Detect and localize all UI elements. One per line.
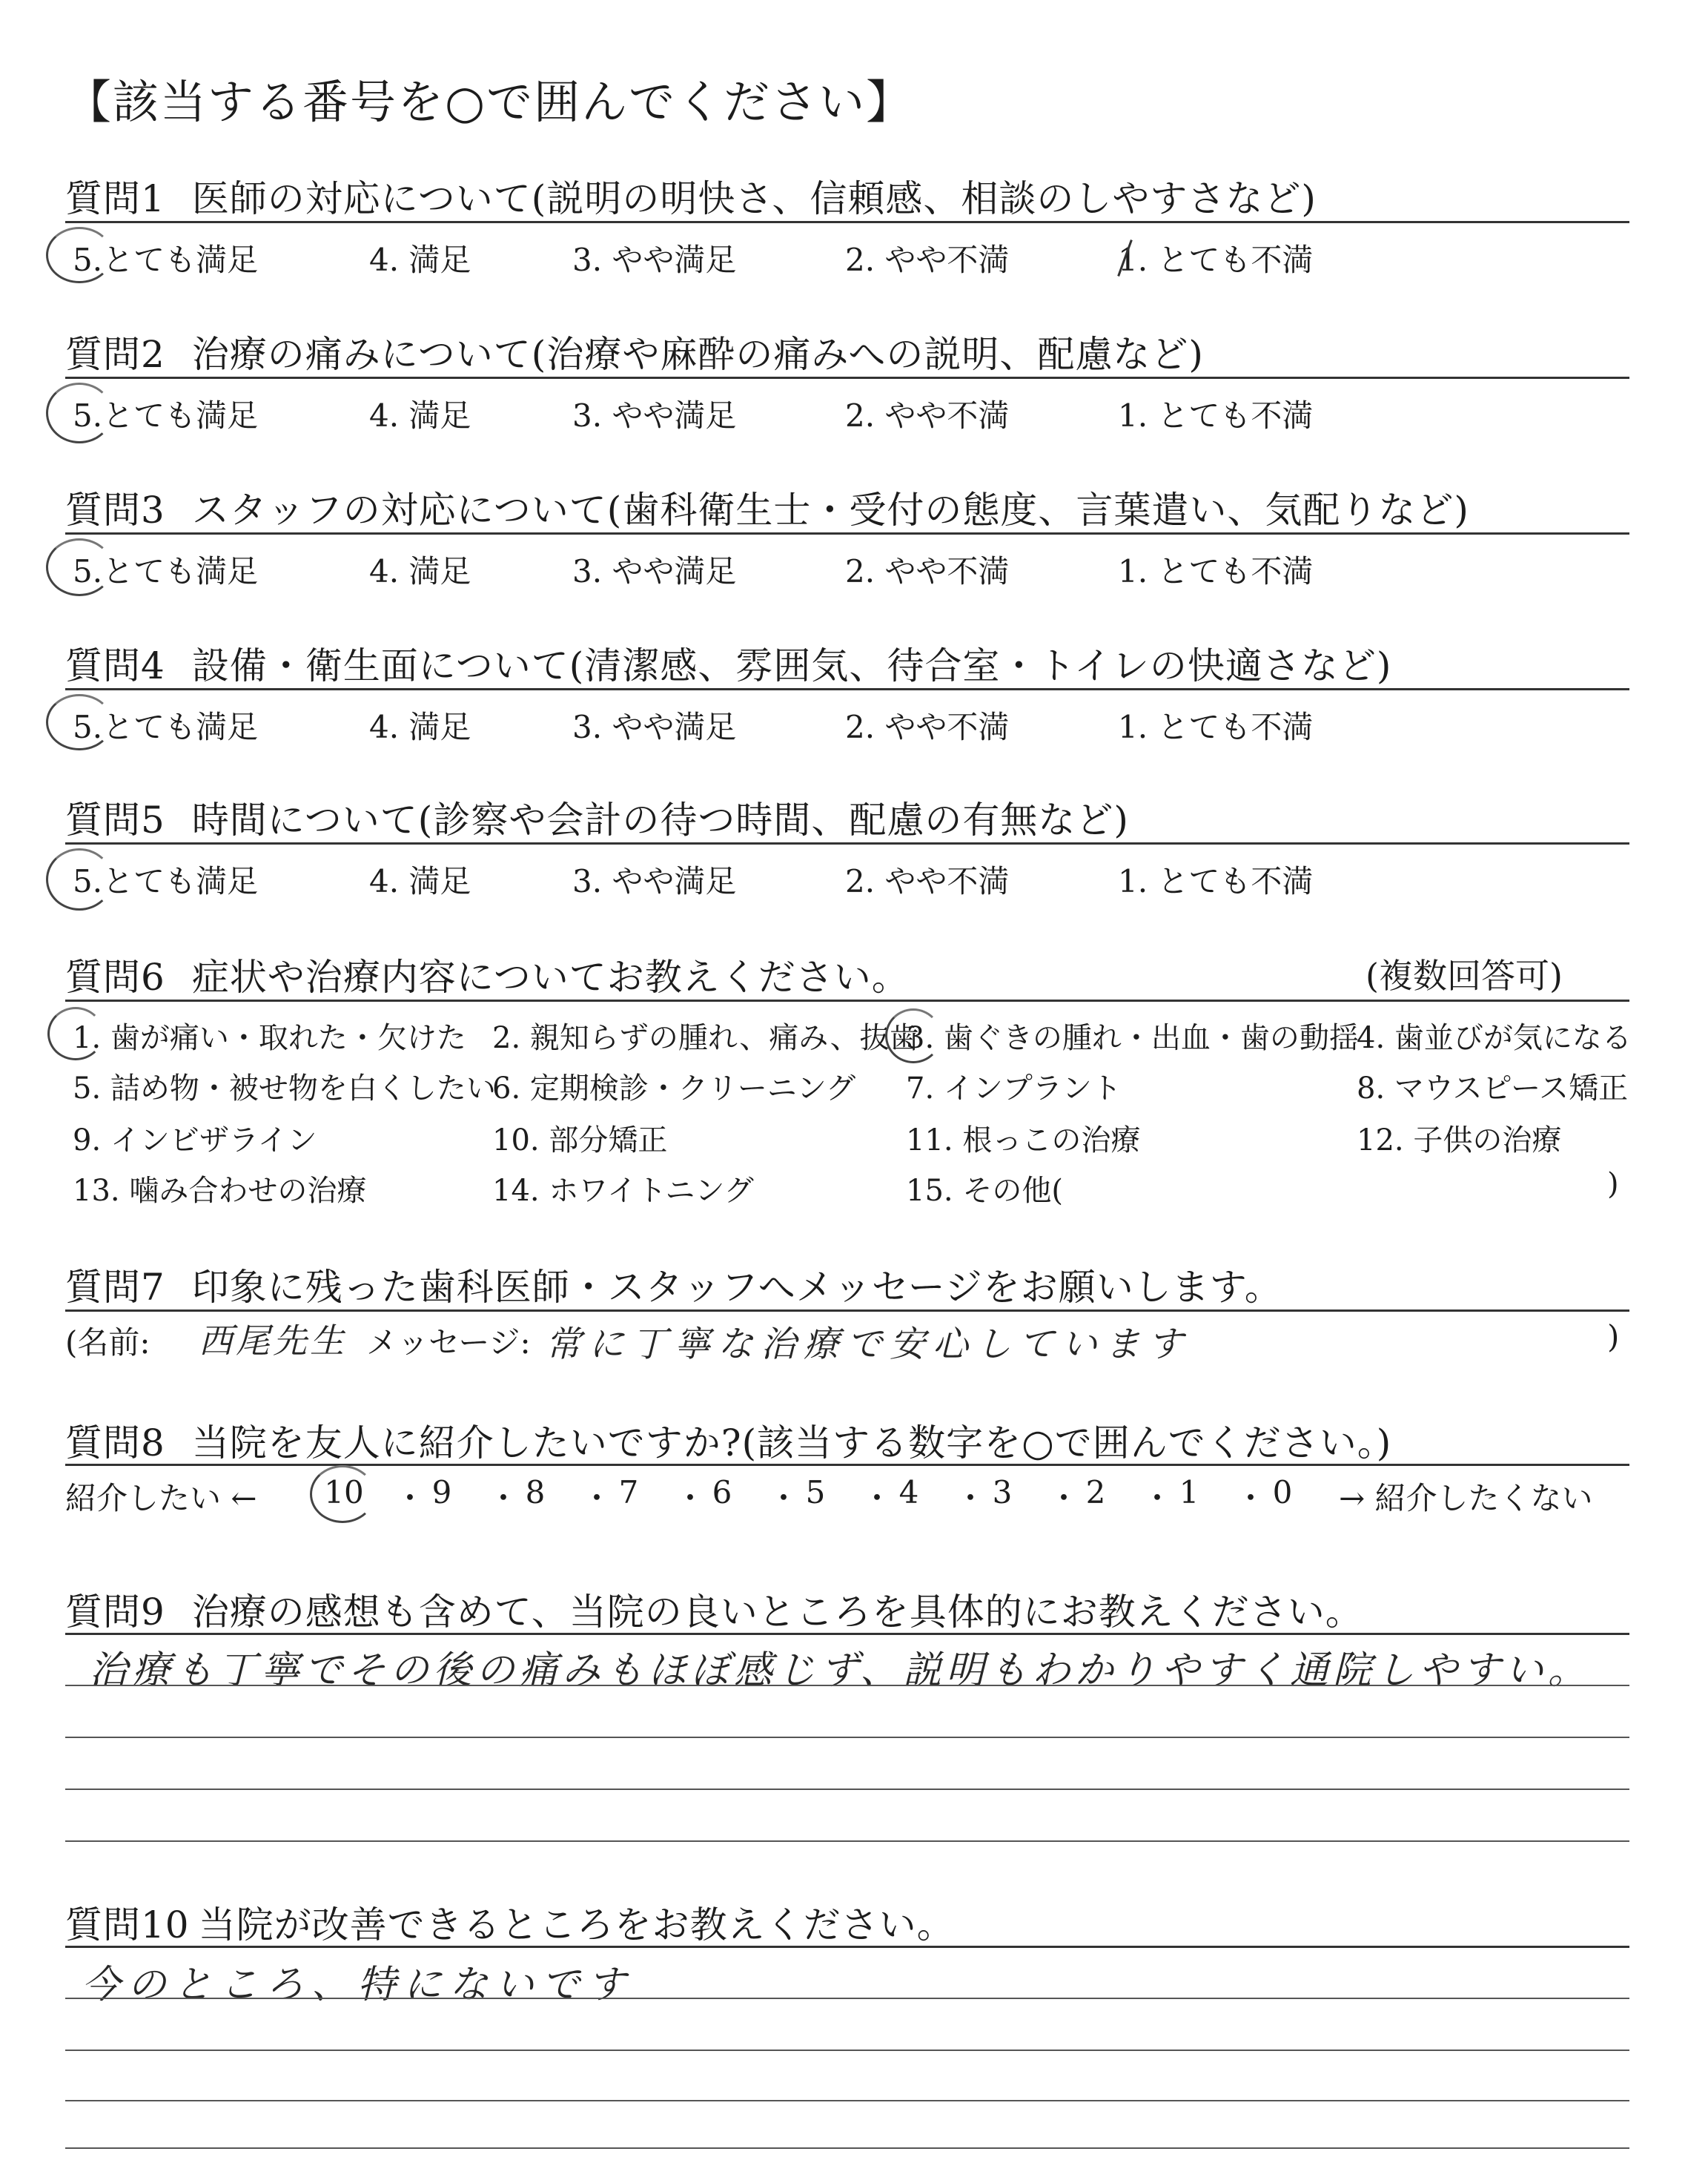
question-7-number: 質問7 (65, 1266, 165, 1309)
message-close: ) (1607, 1318, 1620, 1355)
q6-option-1[interactable]: 1. 歯が痛い・取れた・欠けた (73, 1021, 466, 1055)
separator-dot: ・ (394, 1480, 426, 1516)
q5-option-3[interactable]: 3. やや満足 (572, 863, 737, 899)
q9-answer[interactable]: 治療も丁寧でその後の痛みもほぼ感じず、説明もわかりやすく通院しやすい。 (89, 1648, 1591, 1693)
q1-option-4[interactable]: 4. 満足 (369, 242, 471, 278)
q6-option-7[interactable]: 7. インプラント (906, 1071, 1122, 1106)
separator-dot: ・ (581, 1480, 613, 1516)
scale-7[interactable]: 7 (618, 1474, 639, 1510)
question-1-text: 医師の対応について(説明の明快さ、信頼感、相談のしやすさなど) (191, 177, 1317, 220)
name-value[interactable]: 西尾先生 (199, 1321, 347, 1361)
q6-option-8[interactable]: 8. マウスピース矯正 (1357, 1071, 1629, 1106)
answer-line (65, 1685, 1629, 1686)
q4-option-5[interactable]: 5.とても満足 (73, 709, 259, 745)
question-3-text: スタッフの対応について(歯科衛生士・受付の態度、言葉遣い、気配りなど) (191, 489, 1469, 532)
separator-dot: ・ (768, 1480, 800, 1516)
divider (65, 221, 1629, 223)
scale-10[interactable]: 10 (324, 1474, 364, 1510)
q6-option-5[interactable]: 5. 詰め物・被せ物を白くしたい (73, 1071, 496, 1106)
q1-answer-circle (46, 227, 113, 283)
q6-option-4[interactable]: 4. 歯並びが気になる (1357, 1021, 1632, 1055)
separator-dot: ・ (488, 1480, 520, 1516)
separator-dot: ・ (1142, 1480, 1174, 1516)
question-5-number: 質問5 (65, 799, 165, 842)
answer-line (65, 2100, 1629, 2101)
q6-option-12[interactable]: 12. 子供の治療 (1357, 1123, 1562, 1157)
q4-answer-circle (46, 694, 113, 750)
q6-option-2[interactable]: 2. 親知らずの腫れ、痛み、抜歯 (492, 1021, 919, 1055)
q3-option-4[interactable]: 4. 満足 (369, 553, 471, 589)
q6-option-15-close: ) (1607, 1167, 1619, 1201)
scale-8[interactable]: 8 (525, 1474, 546, 1510)
message-value[interactable]: 常に丁寧な治療で安心しています (546, 1324, 1191, 1365)
answer-line (65, 2050, 1629, 2051)
name-label: (名前: (65, 1324, 150, 1361)
answer-line (65, 1840, 1629, 1842)
q6-option-11[interactable]: 11. 根っこの治療 (906, 1123, 1141, 1157)
question-4-title (65, 636, 1391, 690)
scale-5[interactable]: 5 (805, 1474, 826, 1510)
question-1-title (65, 169, 1317, 222)
q4-option-1[interactable]: 1. とても不満 (1118, 709, 1314, 745)
q1-option-1[interactable]: 1. とても不満 (1118, 242, 1314, 278)
question-10-text: 当院が改善できるところをお教えください。 (198, 1903, 955, 1946)
separator-dot: ・ (1048, 1480, 1080, 1516)
q2-option-2[interactable]: 2. やや不満 (845, 397, 1010, 434)
q3-option-1[interactable]: 1. とても不満 (1118, 553, 1314, 589)
q6-option-10[interactable]: 10. 部分矯正 (492, 1123, 668, 1157)
divider (65, 1464, 1629, 1466)
question-9-text: 治療の感想も含めて、当院の良いところを具体的にお教えください。 (191, 1591, 1363, 1634)
q1-option-3[interactable]: 3. やや満足 (572, 242, 737, 278)
q5-option-1[interactable]: 1. とても不満 (1118, 863, 1314, 899)
question-8-number: 質問8 (65, 1421, 165, 1464)
question-2-text: 治療の痛みについて(治療や麻酔の痛みへの説明、配慮など) (191, 333, 1204, 376)
question-4-number: 質問4 (65, 644, 165, 687)
question-5-title (65, 790, 1129, 844)
q5-answer-circle (46, 848, 113, 911)
question-9-title (65, 1582, 1363, 1636)
q5-option-5[interactable]: 5.とても満足 (73, 863, 259, 899)
answer-line (65, 1789, 1629, 1790)
q6-answer-circle-1 (47, 1007, 104, 1060)
divider (65, 842, 1629, 845)
answer-line (65, 2147, 1629, 2149)
divider (65, 1309, 1629, 1312)
q2-option-5[interactable]: 5.とても満足 (73, 397, 259, 434)
q4-option-2[interactable]: 2. やや不満 (845, 709, 1010, 745)
question-6-number: 質問6 (65, 956, 165, 999)
question-5-text: 時間について(診察や会計の待つ時間、配慮の有無など) (191, 799, 1129, 842)
divider (65, 532, 1629, 535)
q6-option-3[interactable]: 3. 歯ぐきの腫れ・出血・歯の動揺 (906, 1021, 1359, 1055)
q5-option-4[interactable]: 4. 満足 (369, 863, 471, 899)
question-3-number: 質問3 (65, 489, 165, 532)
answer-line (65, 1998, 1629, 1999)
scale-4[interactable]: 4 (898, 1474, 919, 1510)
separator-dot: ・ (675, 1480, 706, 1516)
q3-answer-circle (46, 538, 113, 596)
q6-option-13[interactable]: 13. 噛み合わせの治療 (73, 1174, 367, 1208)
q6-option-14[interactable]: 14. ホワイトニング (492, 1174, 754, 1208)
scale-1[interactable]: 1 (1179, 1474, 1199, 1510)
divider (65, 1000, 1629, 1002)
q4-option-4[interactable]: 4. 満足 (369, 709, 471, 745)
recommend-right-label: → 紹介したくない (1339, 1480, 1593, 1516)
scale-0[interactable]: 0 (1272, 1474, 1293, 1510)
message-label: メッセージ: (366, 1324, 531, 1361)
question-2-title (65, 325, 1204, 378)
q2-option-4[interactable]: 4. 満足 (369, 397, 471, 434)
question-8-text: 当院を友人に紹介したいですか?(該当する数字を○で囲んでください。) (191, 1421, 1392, 1464)
divider (65, 1946, 1629, 1948)
divider (65, 688, 1629, 690)
q4-option-3[interactable]: 3. やや満足 (572, 709, 737, 745)
answer-line (65, 1737, 1629, 1738)
q1-option-2[interactable]: 2. やや不満 (845, 242, 1010, 278)
q3-option-5[interactable]: 5.とても満足 (73, 553, 259, 589)
question-4-text: 設備・衛生面について(清潔感、雰囲気、待合室・トイレの快適さなど) (191, 644, 1392, 687)
q2-option-1[interactable]: 1. とても不満 (1118, 397, 1314, 434)
q6-option-6[interactable]: 6. 定期検診・クリーニング (492, 1071, 856, 1106)
question-10-title (65, 1895, 955, 1949)
question-3-title (65, 480, 1469, 534)
q6-answer-circle-3 (885, 1008, 941, 1063)
q2-option-3[interactable]: 3. やや満足 (572, 397, 737, 434)
q6-option-15[interactable]: 15. その他( (906, 1174, 1063, 1208)
q3-option-3[interactable]: 3. やや満足 (572, 553, 737, 589)
q3-option-2[interactable]: 2. やや不満 (845, 553, 1010, 589)
separator-dot: ・ (955, 1480, 987, 1516)
question-6-text: 症状や治療内容についてお教えください。 (191, 956, 910, 999)
page-title: 【該当する番号を○で囲んでください】 (65, 75, 914, 129)
scale-9[interactable]: 9 (431, 1474, 452, 1510)
question-9-number: 質問9 (65, 1591, 165, 1634)
question-6-title (65, 948, 910, 1001)
q8-answer-circle (310, 1465, 375, 1523)
question-7-text: 印象に残った歯科医師・スタッフへメッセージをお願いします。 (191, 1266, 1282, 1309)
q10-answer[interactable]: 今のところ、特にないです (82, 1963, 634, 2007)
recommend-left-label: 紹介したい ← (65, 1480, 257, 1516)
scale-6[interactable]: 6 (712, 1474, 732, 1510)
separator-dot: ・ (861, 1480, 893, 1516)
divider (65, 1633, 1629, 1635)
q5-option-2[interactable]: 2. やや不満 (845, 863, 1010, 899)
q2-answer-circle (46, 383, 113, 443)
scale-2[interactable]: 2 (1085, 1474, 1106, 1510)
q1-option-5[interactable]: 5.とても満足 (73, 242, 259, 278)
question-8-title (65, 1413, 1391, 1467)
question-2-number: 質問2 (65, 333, 165, 376)
question-1-number: 質問1 (65, 177, 165, 220)
scale-3[interactable]: 3 (992, 1474, 1013, 1510)
q6-option-9[interactable]: 9. インビザライン (73, 1123, 317, 1157)
question-7-title (65, 1258, 1282, 1311)
separator-dot: ・ (1235, 1480, 1267, 1516)
question-10-number: 質問10 (65, 1903, 190, 1946)
multiple-answers-note: (複数回答可) (1366, 956, 1563, 996)
divider (65, 377, 1629, 379)
